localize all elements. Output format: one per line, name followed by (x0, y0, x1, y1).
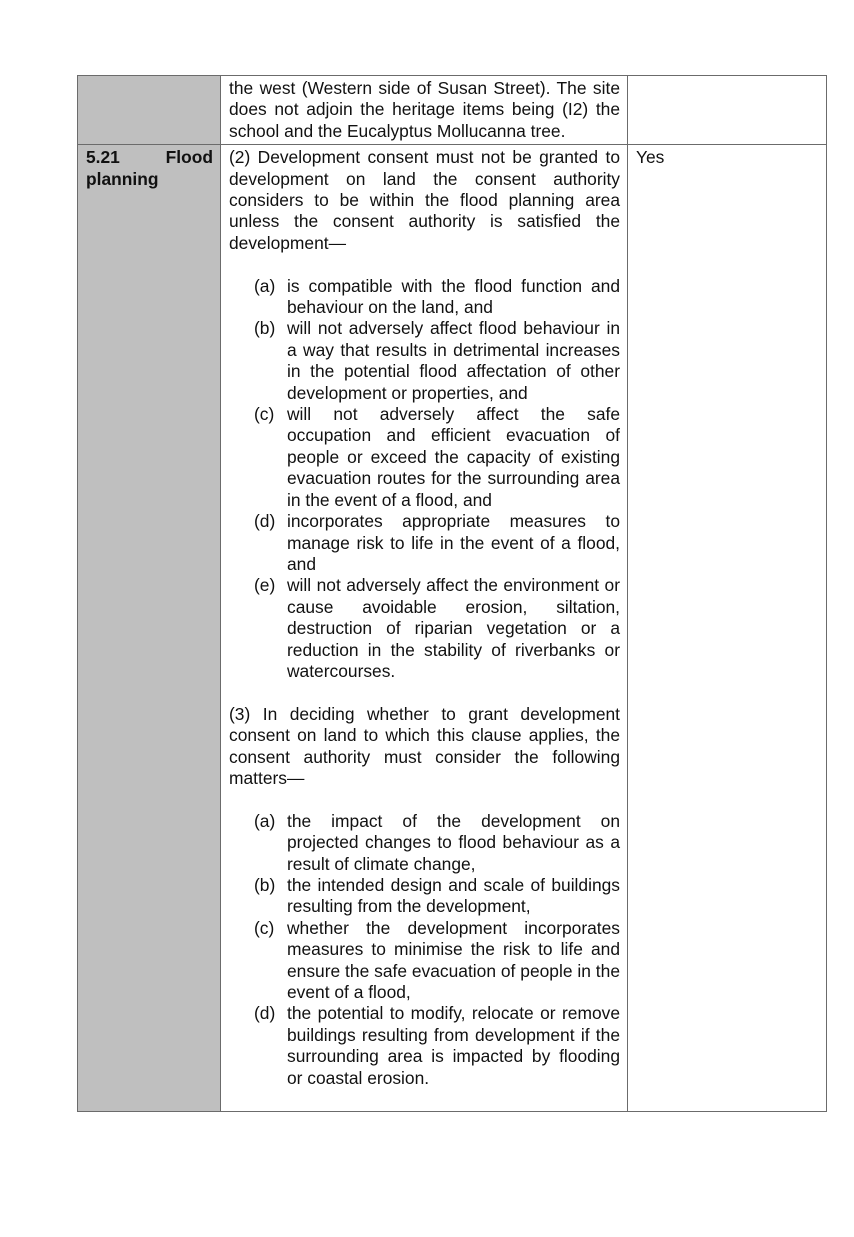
list-item-text: will not adversely affect the environment or cause avoidable erosion, siltation, destruction of riparian vegetation or a reduction in the stability of riverbanks or watercourses. (287, 575, 620, 681)
list-item-label: (b) (254, 318, 276, 339)
list-item-label: (d) (254, 511, 276, 532)
list-item (254, 276, 620, 319)
paragraph-2: (2) Development consent must not be granted to development on land the consent authority considers to be within the flood planning area unless the consent authority is satisfied the development— (229, 147, 620, 253)
list-item-text: incorporates appropriate measures to manage risk to life in the event of a flood, and (287, 511, 620, 574)
list-item-label: (b) (254, 874, 276, 895)
list-item-text: is compatible with the flood function and behaviour on the land, and (287, 275, 620, 318)
list-item-text: whether the development incorporates measures to minimise the risk to life and ensure the safe evacuation of people in the event of a flood, (287, 917, 620, 1003)
list-item (254, 575, 620, 682)
list-item-label: (d) (254, 1003, 276, 1024)
list-item (254, 811, 620, 875)
list-item (254, 511, 620, 575)
list-item-label: (c) (254, 917, 275, 938)
list-item-label: (c) (254, 404, 275, 425)
list-item (254, 318, 620, 404)
compliance-value: Yes (636, 147, 665, 168)
clause-heading (86, 147, 213, 168)
list-item (254, 875, 620, 918)
list-item-text: the potential to modify, relocate or remove buildings resulting from development if the surrounding area is impacted by flooding or coastal erosion. (287, 1003, 620, 1088)
assessment-cell (221, 145, 628, 1112)
clause-cell-empty (78, 76, 221, 145)
continuation-text: the west (Western side of Susan Street). The site does not adjoin the heritage items being (I2) the school and the Eucalyptus Mollucanna tree. (229, 78, 620, 141)
table-row-flood-planning (78, 145, 827, 1112)
clause-cell (78, 145, 221, 1112)
list-item-text: will not adversely affect the safe occupation and efficient evacuation of people or exceed the capacity of existing evacuation routes for the surrounding area in the event of a flood, and (287, 404, 620, 510)
assessment-table (77, 75, 827, 1112)
compliance-cell-empty (628, 76, 827, 145)
compliance-cell (628, 145, 827, 1112)
list-item (254, 918, 620, 1004)
list-item-label: (a) (254, 275, 276, 296)
table-row-continuation (78, 76, 827, 145)
clause-title-line2: planning (86, 168, 159, 189)
list-item (254, 404, 620, 511)
list-item-text: the intended design and scale of buildings resulting from the development, (287, 874, 620, 917)
list-item-text: the impact of the development on projected changes to flood behaviour as a result of climate change, (287, 810, 620, 874)
clause-title-word: Flood (165, 147, 213, 168)
paragraph-3-list (229, 811, 620, 1089)
list-item (254, 1003, 620, 1089)
paragraph-3: (3) In deciding whether to grant development consent on land to which this clause applies, the consent authority must consider the following matters— (229, 703, 620, 788)
assessment-cell (221, 76, 628, 145)
paragraph-2-list (229, 276, 620, 683)
clause-number: 5.21 (86, 147, 120, 168)
list-item-text: will not adversely affect flood behaviour in a way that results in detrimental increases in the potential flood affectation of other development or properties, and (287, 318, 620, 403)
list-item-label: (a) (254, 810, 276, 831)
list-item-label: (e) (254, 575, 276, 596)
